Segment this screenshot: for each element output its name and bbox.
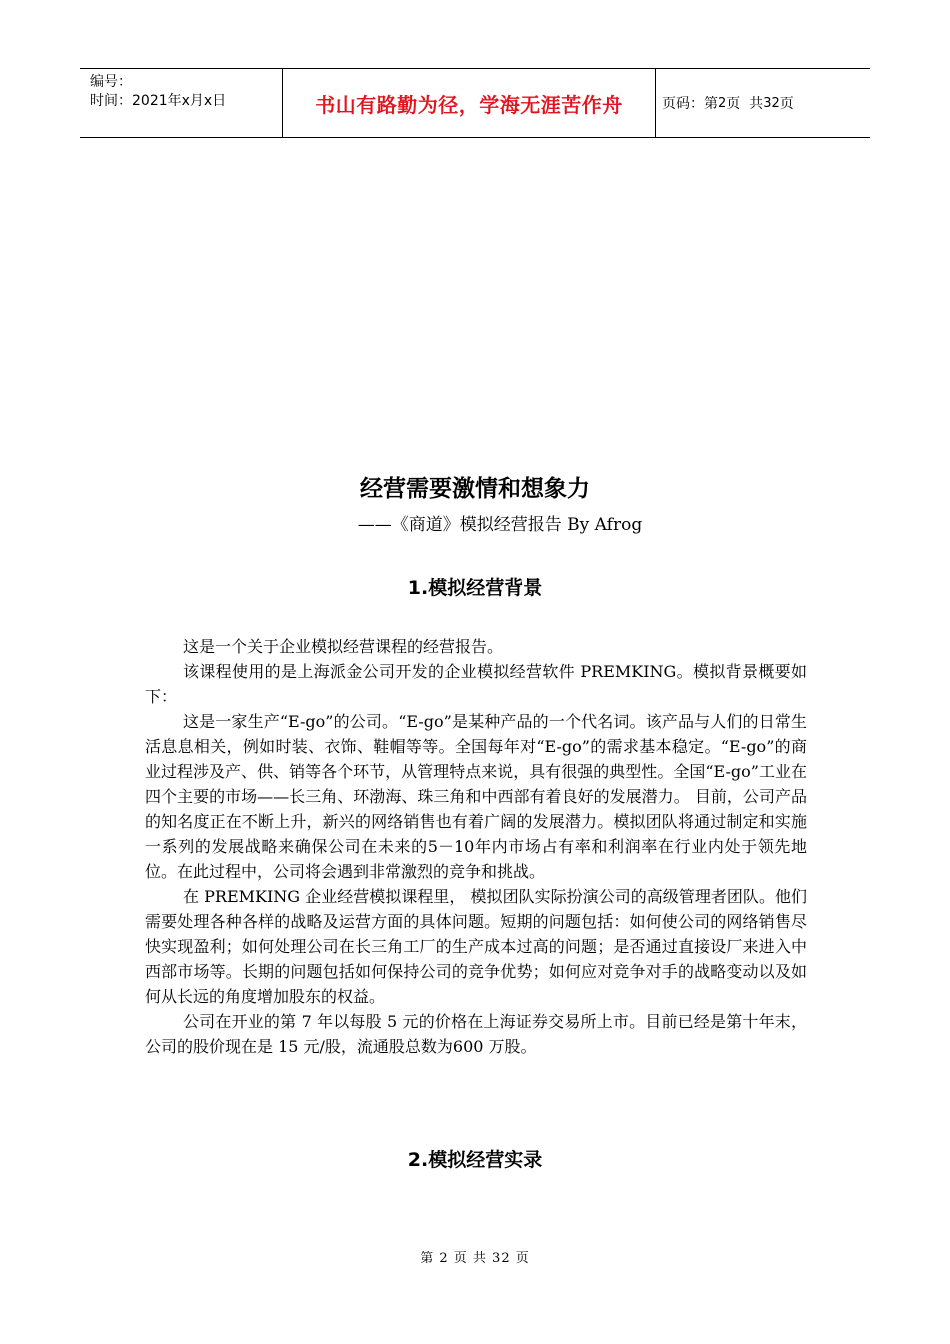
document-subtitle: ——《商道》模拟经营报告 By Afrog [357, 515, 643, 535]
document-body [145, 634, 807, 1059]
header-page-mid: 页 共 [726, 96, 764, 112]
paragraph: 在 PREMKING 企业经营模拟课程里， 模拟团队实际扮演公司的高级管理者团队。他们需要处理各种各样的战略及运营方面的具体问题。短期的问题包括：如何使公司的网络销售尽快实现盈利；如何处理公司在长三角工厂的生产成本过高的问题；是否通过直接设厂来进入中西部市场等。长期的问题包括如何保持公司的竞争优势；如何应对竞争对手的战略变动以及如何从长远的角度增加股东的权益。 [145, 887, 807, 1006]
section2-heading: 2.模拟经营实录 [407, 1149, 543, 1171]
header-motto: 书山有路勤为径，学海无涯苦作舟 [282, 69, 656, 137]
header-time-label: 时间：2021年x月x日 [90, 93, 227, 109]
header-meta [80, 69, 282, 137]
paragraph: 公司在开业的第 7 年以每股 5 元的价格在上海证券交易所上市。目前已经是第十年末，公司的股价现在是 15 元/股，流通股总数为600 万股。 [145, 1012, 807, 1056]
paragraph: 这是一个关于企业模拟经营课程的经营报告。 [183, 637, 504, 656]
header-page-current: 2 [718, 95, 727, 111]
header-page-total: 32 [763, 95, 780, 111]
page-footer: 第 2 页 共 32 页 [420, 1251, 530, 1266]
paragraph: 这是一家生产“E-go”的公司。“E-go”是某种产品的一个代名词。该产品与人们的日常生活息息相关，例如时装、衣饰、鞋帽等等。全国每年对“E-go”的需求基本稳定。“E-go”的商业过程涉及产、供、销等各个环节，从管理特点来说，具有很强的典型性。全国“E-go”工业在四个主要的市场——长三角、环渤海、珠三角和中西部有着良好的发展潜力。 目前，公司产品的知名度正在不断上升，新兴的网络销售也有着广阔的发展潜力。模拟团队将通过制定和实施一系列的发展战略来确保公司在未来的5－10年内市场占有率和利润率在行业内处于领先地位。在此过程中，公司将会遇到非常激烈的竞争和挑战。 [145, 712, 807, 881]
header-page-suffix: 页 [779, 96, 794, 112]
header-number-label: 编号： [90, 74, 132, 90]
section1-heading: 1.模拟经营背景 [407, 577, 543, 599]
paragraph: 该课程使用的是上海派金公司开发的企业模拟经营软件 PREMKING。模拟背景概要如下： [145, 662, 807, 706]
document-title: 经营需要激情和想象力 [360, 476, 590, 502]
page-header [80, 68, 870, 138]
header-page-info [656, 69, 870, 137]
header-page-prefix: 页码：第 [662, 96, 718, 112]
